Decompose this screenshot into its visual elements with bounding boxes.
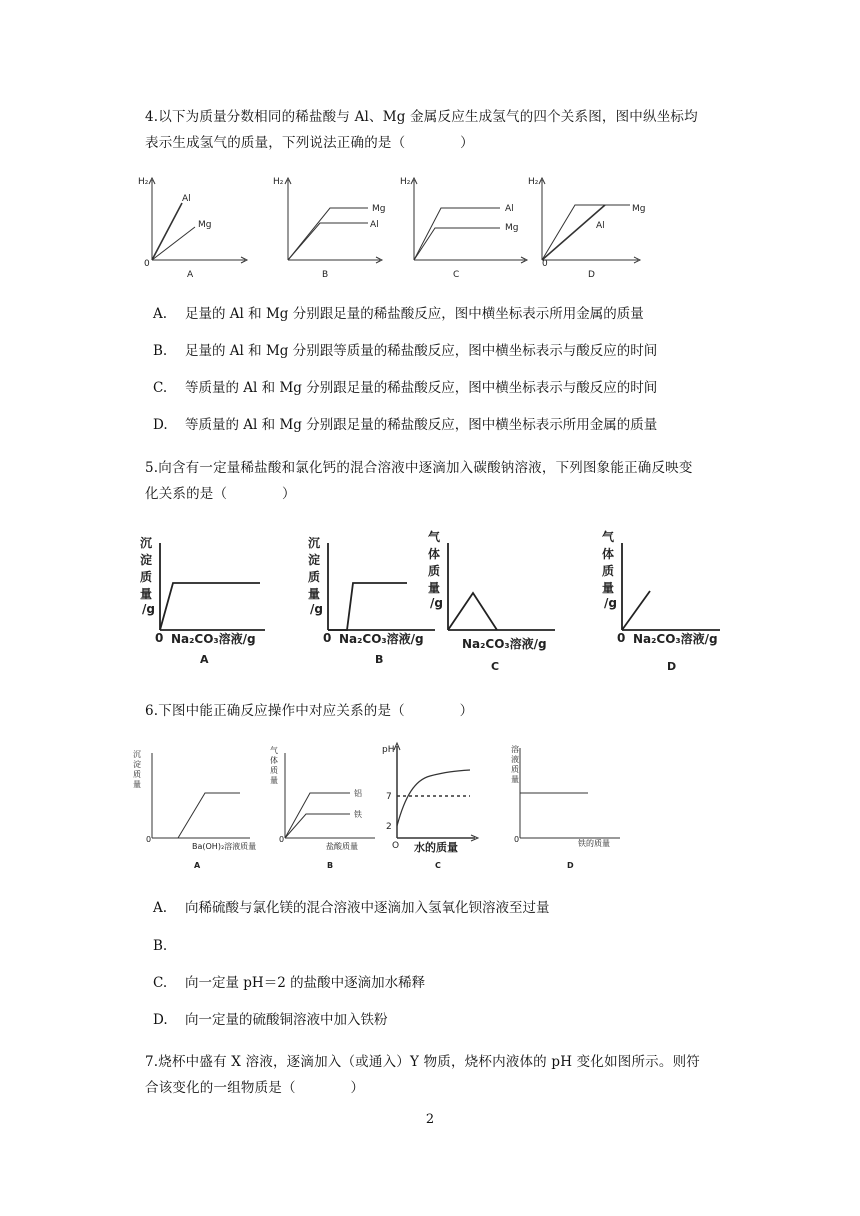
q4d-ylabel: H₂ xyxy=(528,177,539,187)
q5c-ylabel-1: 气 xyxy=(428,530,441,544)
q5b-ylabel-5: /g xyxy=(310,602,323,616)
q5b-ylabel-3: 质 xyxy=(308,570,321,584)
q6d-origin: 0 xyxy=(514,835,520,844)
q5c-ylabel-3: 质 xyxy=(428,564,441,578)
q4-stem-line1: 4.以下为质量分数相同的稀盐酸与 Al、Mg 金属反应生成氢气的四个关系图，图中纵坐标均 xyxy=(145,109,698,125)
q4d-origin: 0 xyxy=(542,259,548,269)
q5-stem-line2: 化关系的是（ ） xyxy=(145,486,296,502)
q4c-al-label: Al xyxy=(505,204,514,214)
q4-stem xyxy=(145,104,745,156)
q4-option-c[interactable]: C. 等质量的 Al 和 Mg 分别跟足量的稀盐酸反应，图中横坐标表示与酸反应的时间 xyxy=(153,380,658,396)
q6b-ylabel-2: 体 xyxy=(270,756,278,765)
q6a-ylabel-4: 量 xyxy=(133,780,141,789)
q6c-ylabel: pH xyxy=(382,745,395,755)
q4a-mg-label: Mg xyxy=(198,220,212,230)
q5c-xlabel: Na₂CO₃溶液/g xyxy=(462,637,547,651)
q6-option-c[interactable]: C. 向一定量 pH＝2 的盐酸中逐滴加水稀释 xyxy=(153,975,426,991)
q6b-label: B xyxy=(327,861,334,870)
q5d-origin: 0 xyxy=(617,631,626,645)
q6-graphs xyxy=(130,738,640,870)
q6b-origin: 0 xyxy=(279,835,285,844)
q5-stem-line1: 5.向含有一定量稀盐酸和氯化钙的混合溶液中逐滴加入碳酸钠溶液，下列图象能正确反映变 xyxy=(145,460,693,476)
q6a-label: A xyxy=(194,861,201,870)
q6a-ylabel-2: 淀 xyxy=(133,760,141,769)
q6d-ylabel-3: 质 xyxy=(511,765,519,774)
page-number: 2 xyxy=(425,1112,435,1127)
q6b-ylabel-3: 质 xyxy=(270,766,278,775)
q6d-ylabel-4: 量 xyxy=(511,775,519,784)
q5b-origin: 0 xyxy=(323,631,332,645)
q5c-ylabel-4: 量 xyxy=(428,581,441,595)
q5b-ylabel-1: 沉 xyxy=(308,536,321,550)
q6-stem-line: 6.下图中能正确反应操作中对应关系的是（ ） xyxy=(145,703,474,719)
q6d-ylabel-2: 液 xyxy=(511,755,519,764)
q4d-mg-label: Mg xyxy=(632,204,646,214)
q6-option-a[interactable]: A. 向稀硫酸与氯化镁的混合溶液中逐滴加入氢氧化钡溶液至过量 xyxy=(153,900,550,916)
q5c-ylabel-2: 体 xyxy=(428,547,441,561)
q4-graphs xyxy=(130,170,670,280)
q6b-fe-label: 铁 xyxy=(354,810,362,819)
q6c-tick-7: 7 xyxy=(386,792,392,802)
q4c-label: C xyxy=(453,270,460,280)
q6c-tick-2: 2 xyxy=(386,822,392,832)
q5c-ylabel-5: /g xyxy=(430,596,443,610)
q5a-ylabel-1: 沉 xyxy=(140,536,153,550)
q5d-ylabel-2: 体 xyxy=(602,547,615,561)
q6c-xlabel: 水的质量 xyxy=(414,841,458,854)
q5a-xlabel: Na₂CO₃溶液/g xyxy=(171,632,256,646)
q4b-al-label: Al xyxy=(370,220,379,230)
q5a-ylabel-5: /g xyxy=(142,602,155,616)
q5d-ylabel-5: /g xyxy=(604,596,617,610)
q6-option-b[interactable]: B. xyxy=(153,938,168,954)
q4a-origin: 0 xyxy=(144,259,150,269)
q6-option-d[interactable]: D. 向一定量的硫酸铜溶液中加入铁粉 xyxy=(153,1012,388,1028)
q6a-ylabel-3: 质 xyxy=(133,770,141,779)
q5a-ylabel-4: 量 xyxy=(140,587,153,601)
q5a-origin: 0 xyxy=(155,631,164,645)
q5a-ylabel-3: 质 xyxy=(140,570,153,584)
q6a-origin: 0 xyxy=(146,835,152,844)
q6b-al-label: 铝 xyxy=(354,789,362,798)
q4c-ylabel: H₂ xyxy=(400,177,411,187)
q5c-label: C xyxy=(491,660,500,673)
q4a-label: A xyxy=(187,270,194,280)
q5d-label: D xyxy=(667,660,677,673)
q5b-label: B xyxy=(375,653,384,666)
q4b-mg-label: Mg xyxy=(372,204,386,214)
q4-stem-line2: 表示生成氢气的质量，下列说法正确的是（ ） xyxy=(145,135,474,151)
q5d-ylabel-1: 气 xyxy=(602,530,615,544)
q7-stem xyxy=(145,1049,745,1101)
q6b-ylabel-1: 气 xyxy=(270,746,278,755)
q6d-label: D xyxy=(567,861,574,870)
q6a-ylabel-1: 沉 xyxy=(133,750,141,759)
q7-stem-line2: 合该变化的一组物质是（ ） xyxy=(145,1080,365,1096)
q4-option-a[interactable]: A. 足量的 Al 和 Mg 分别跟足量的稀盐酸反应，图中横坐标表示所用金属的质量 xyxy=(153,306,644,322)
q6b-ylabel-4: 量 xyxy=(270,776,278,785)
q5b-xlabel: Na₂CO₃溶液/g xyxy=(339,632,424,646)
q6c-origin: O xyxy=(392,841,400,851)
q4b-ylabel: H₂ xyxy=(273,177,284,187)
q7-stem-line1: 7.烧杯中盛有 X 溶液，逐滴加入（或通入）Y 物质，烧杯内液体的 pH 变化如图所示。则符 xyxy=(145,1054,700,1070)
q4d-al-label: Al xyxy=(596,221,605,231)
q6d-ylabel-1: 溶 xyxy=(511,745,519,754)
q5-graphs xyxy=(135,525,735,673)
q5-stem xyxy=(145,455,745,507)
q6-stem xyxy=(145,698,745,724)
q6b-xlabel: 盐酸质量 xyxy=(326,842,358,851)
q4d-label: D xyxy=(588,270,595,280)
q4c-mg-label: Mg xyxy=(505,223,519,233)
q5b-ylabel-4: 量 xyxy=(308,587,321,601)
q4a-al-label: Al xyxy=(182,194,191,204)
q5a-ylabel-2: 淀 xyxy=(140,553,153,567)
q5d-ylabel-3: 质 xyxy=(602,564,615,578)
q6d-xlabel: 铁的质量 xyxy=(578,839,610,848)
q4b-label: B xyxy=(322,270,329,280)
q5b-ylabel-2: 淀 xyxy=(308,553,321,567)
q5a-label: A xyxy=(200,653,209,666)
q6c-label: C xyxy=(435,861,441,870)
q6a-xlabel: Ba(OH)₂溶液质量 xyxy=(192,842,257,851)
q5d-ylabel-4: 量 xyxy=(602,581,615,595)
q4-option-b[interactable]: B. 足量的 Al 和 Mg 分别跟等质量的稀盐酸反应，图中横坐标表示与酸反应的时间 xyxy=(153,343,658,359)
q4-option-d[interactable]: D. 等质量的 Al 和 Mg 分别跟足量的稀盐酸反应，图中横坐标表示所用金属的质量 xyxy=(153,417,658,433)
q5d-xlabel: Na₂CO₃溶液/g xyxy=(633,632,718,646)
q4a-ylabel: H₂ xyxy=(138,177,149,187)
